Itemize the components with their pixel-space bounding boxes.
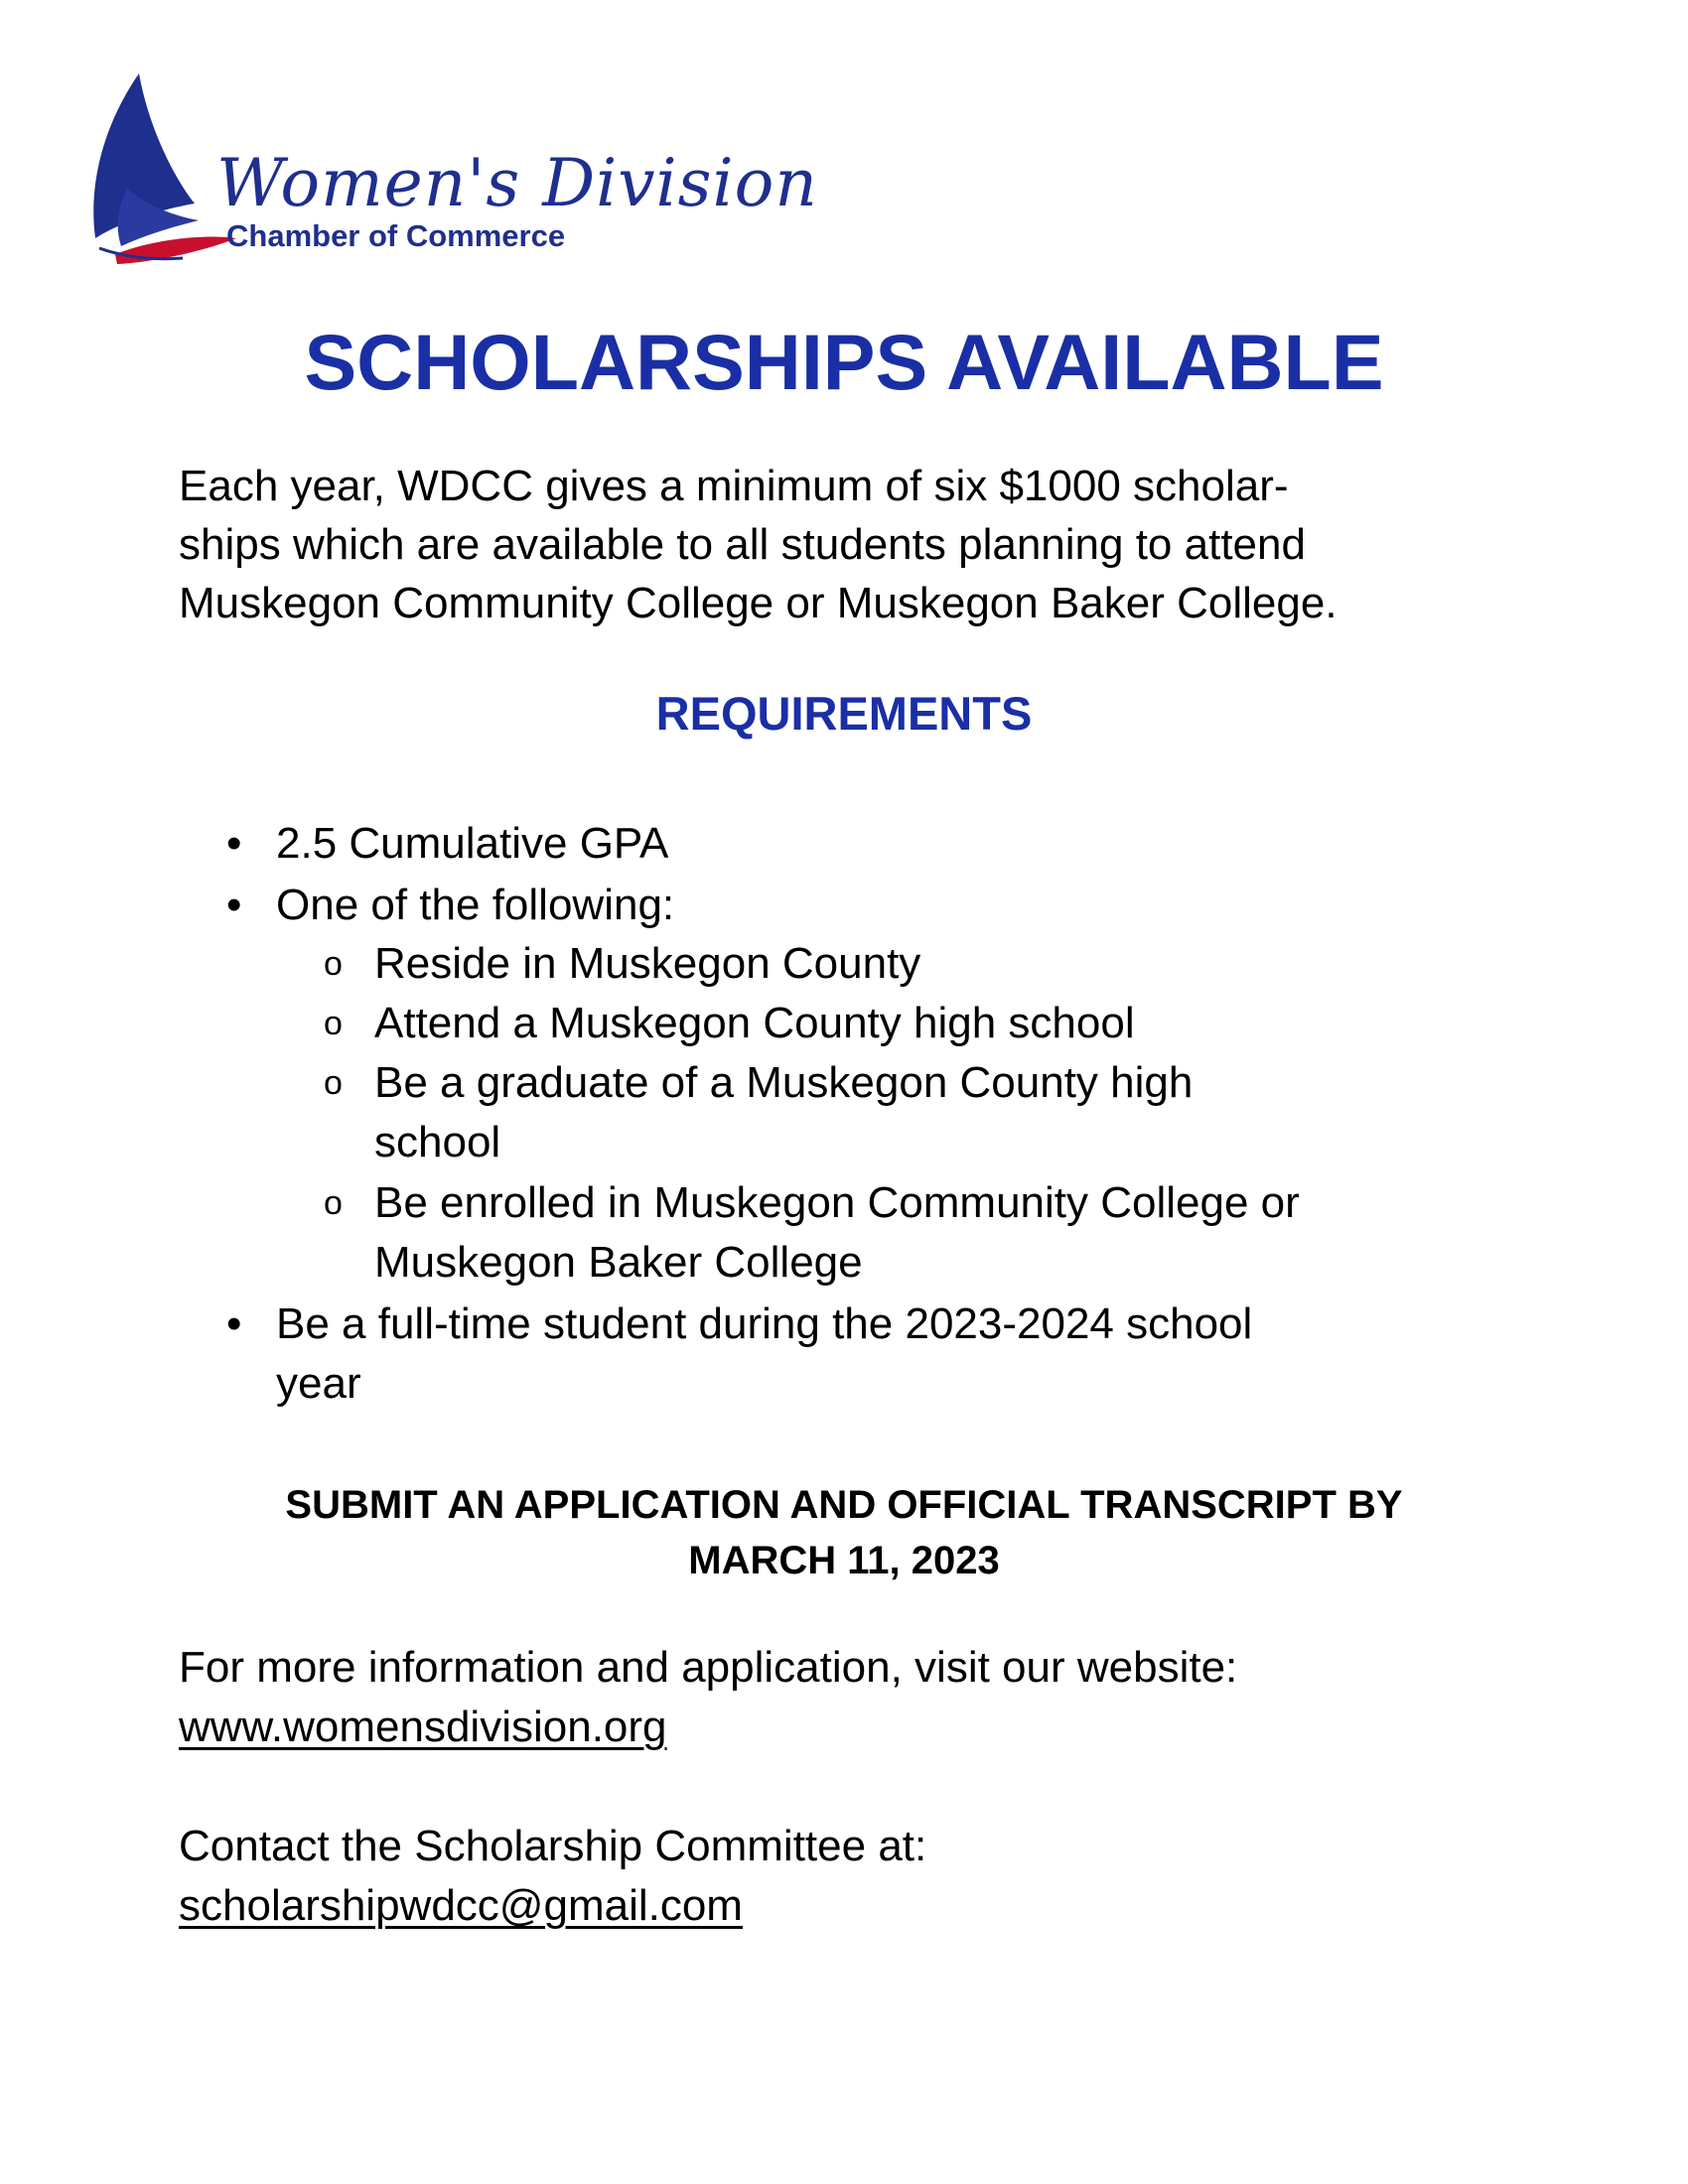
logo-script-text: Women's Division (216, 145, 818, 221)
logo-subtitle: Chamber of Commerce (226, 218, 566, 253)
list-item-continued: year (276, 1359, 361, 1408)
requirements-heading: REQUIREMENTS (655, 687, 1033, 740)
email-link-wrapper (179, 1876, 743, 1936)
contact-label: Contact the Scholarship Committee at: (179, 1822, 927, 1870)
circle-bullet-icon: o (324, 1184, 343, 1222)
circle-bullet-icon: o (324, 1005, 343, 1042)
sub-list-item-continued: school (374, 1118, 501, 1166)
email-link[interactable]: scholarshipwdcc@gmail.com (179, 1881, 743, 1930)
page-title: SCHOLARSHIPS AVAILABLE (304, 318, 1384, 406)
bullet-icon: • (226, 1299, 242, 1348)
submission-deadline (0, 1477, 1688, 1588)
intro-line: ships which are available to all students planning to attend (179, 520, 1306, 569)
deadline-date: MARCH 11, 2023 (688, 1539, 1000, 1582)
intro-line: Muskegon Community College or Muskegon Baker College. (179, 579, 1337, 627)
list-item: One of the following: (276, 881, 675, 929)
sub-list-item: Reside in Muskegon County (374, 939, 921, 988)
sub-list-item: Attend a Muskegon County high school (374, 999, 1135, 1047)
sub-list-item-continued: Muskegon Baker College (374, 1238, 863, 1287)
bullet-icon: • (226, 881, 242, 929)
deadline-line: SUBMIT AN APPLICATION AND OFFICIAL TRANSCRIPT BY (285, 1483, 1403, 1527)
website-label: For more information and application, visit our website: (179, 1643, 1238, 1692)
circle-bullet-icon: o (324, 1064, 343, 1102)
circle-bullet-icon: o (324, 945, 343, 983)
bullet-icon: • (226, 819, 242, 868)
intro-line: Each year, WDCC gives a minimum of six $1000 scholar- (179, 462, 1289, 510)
website-link-wrapper (179, 1698, 667, 1757)
sub-list-item: Be enrolled in Muskegon Community College or (374, 1178, 1300, 1227)
sub-list-item: Be a graduate of a Muskegon County high (374, 1058, 1194, 1107)
website-link[interactable]: www.womensdivision.org (179, 1703, 667, 1751)
list-item: Be a full-time student during the 2023-2024 school (276, 1299, 1253, 1348)
list-item: 2.5 Cumulative GPA (276, 819, 669, 868)
